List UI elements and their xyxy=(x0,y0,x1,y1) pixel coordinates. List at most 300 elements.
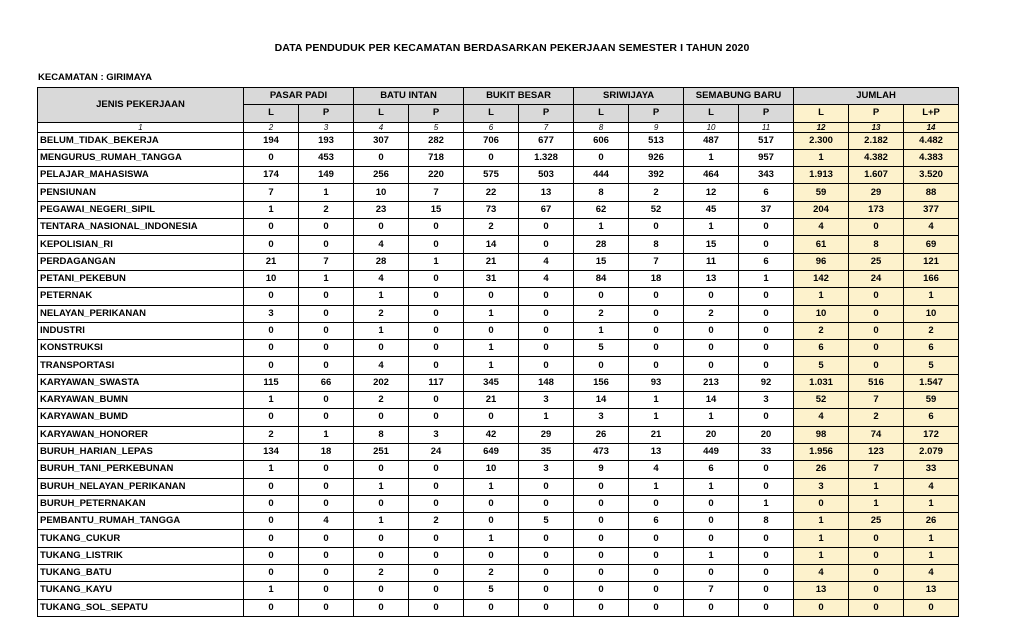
header-index: 6 xyxy=(464,122,519,132)
value-cell: 0 xyxy=(354,409,409,426)
total-cell: 1 xyxy=(849,478,904,495)
value-cell: 0 xyxy=(684,513,739,530)
page-title: DATA PENDUDUK PER KECAMATAN BERDASARKAN PEKERJAAN SEMESTER I TAHUN 2020 xyxy=(274,42,750,54)
value-cell: 2 xyxy=(464,219,519,236)
total-cell: 61 xyxy=(794,236,849,253)
value-cell: 0 xyxy=(574,530,629,547)
value-cell: 0 xyxy=(409,478,464,495)
value-cell: 1 xyxy=(244,582,299,599)
value-cell: 0 xyxy=(409,219,464,236)
value-cell: 0 xyxy=(519,565,574,582)
value-cell: 0 xyxy=(739,478,794,495)
value-cell: 0 xyxy=(629,219,684,236)
value-cell: 0 xyxy=(684,495,739,512)
total-cell: 1.547 xyxy=(904,374,959,391)
header-group: SRIWIJAYA xyxy=(574,88,684,105)
value-cell: 7 xyxy=(244,184,299,201)
total-cell: 1 xyxy=(904,547,959,564)
value-cell: 0 xyxy=(409,340,464,357)
value-cell: 0 xyxy=(354,495,409,512)
total-cell: 4 xyxy=(904,478,959,495)
value-cell: 0 xyxy=(574,582,629,599)
value-cell: 28 xyxy=(574,236,629,253)
value-cell: 1 xyxy=(299,270,354,287)
value-cell: 1 xyxy=(464,305,519,322)
value-cell: 0 xyxy=(464,149,519,166)
value-cell: 1 xyxy=(354,513,409,530)
table-row xyxy=(38,340,959,357)
value-cell: 444 xyxy=(574,167,629,184)
value-cell: 1 xyxy=(629,478,684,495)
value-cell: 0 xyxy=(684,288,739,305)
value-cell: 14 xyxy=(464,236,519,253)
value-cell: 1 xyxy=(244,392,299,409)
value-cell: 14 xyxy=(574,392,629,409)
header-sub: P xyxy=(629,105,684,122)
total-cell: 6 xyxy=(904,340,959,357)
header-jenis: JENIS PEKERJAAN xyxy=(38,88,244,123)
total-cell: 96 xyxy=(794,253,849,270)
value-cell: 0 xyxy=(519,530,574,547)
value-cell: 0 xyxy=(739,530,794,547)
value-cell: 0 xyxy=(684,530,739,547)
value-cell: 84 xyxy=(574,270,629,287)
value-cell: 92 xyxy=(739,374,794,391)
value-cell: 24 xyxy=(409,443,464,460)
table-row xyxy=(38,374,959,391)
total-cell: 1.956 xyxy=(794,443,849,460)
value-cell: 1 xyxy=(739,270,794,287)
row-occupation: NELAYAN_PERIKANAN xyxy=(38,305,244,322)
value-cell: 1 xyxy=(464,478,519,495)
total-cell: 3.520 xyxy=(904,167,959,184)
value-cell: 0 xyxy=(299,340,354,357)
header-sub: P xyxy=(519,105,574,122)
value-cell: 23 xyxy=(354,201,409,218)
total-cell: 1 xyxy=(849,495,904,512)
value-cell: 1 xyxy=(684,219,739,236)
header-sub: L+P xyxy=(904,105,959,122)
total-cell: 4 xyxy=(904,565,959,582)
value-cell: 8 xyxy=(354,426,409,443)
row-occupation: BURUH_HARIAN_LEPAS xyxy=(38,443,244,460)
value-cell: 2 xyxy=(629,184,684,201)
header-sub: L xyxy=(354,105,409,122)
value-cell: 0 xyxy=(739,219,794,236)
kecamatan-label: KECAMATAN : GIRIMAYA xyxy=(38,72,153,83)
value-cell: 220 xyxy=(409,167,464,184)
total-cell: 2.182 xyxy=(849,132,904,149)
value-cell: 0 xyxy=(574,288,629,305)
table-row xyxy=(38,184,959,201)
value-cell: 1 xyxy=(464,530,519,547)
value-cell: 0 xyxy=(574,495,629,512)
value-cell: 21 xyxy=(629,426,684,443)
value-cell: 0 xyxy=(244,236,299,253)
value-cell: 0 xyxy=(519,288,574,305)
value-cell: 31 xyxy=(464,270,519,287)
value-cell: 0 xyxy=(739,340,794,357)
value-cell: 33 xyxy=(739,443,794,460)
row-occupation: TRANSPORTASI xyxy=(38,357,244,374)
row-occupation: KARYAWAN_BUMN xyxy=(38,392,244,409)
value-cell: 0 xyxy=(739,599,794,616)
total-cell: 4 xyxy=(794,219,849,236)
table-row xyxy=(38,219,959,236)
row-occupation: TUKANG_BATU xyxy=(38,565,244,582)
value-cell: 37 xyxy=(739,201,794,218)
value-cell: 0 xyxy=(354,149,409,166)
total-cell: 7 xyxy=(849,392,904,409)
value-cell: 0 xyxy=(299,219,354,236)
total-cell: 0 xyxy=(849,582,904,599)
row-occupation: TUKANG_SOL_SEPATU xyxy=(38,599,244,616)
value-cell: 149 xyxy=(299,167,354,184)
row-occupation: TENTARA_NASIONAL_INDONESIA xyxy=(38,219,244,236)
value-cell: 1 xyxy=(354,478,409,495)
value-cell: 0 xyxy=(299,236,354,253)
total-cell: 59 xyxy=(794,184,849,201)
total-cell: 0 xyxy=(849,288,904,305)
total-cell: 2 xyxy=(849,409,904,426)
table-row xyxy=(38,392,959,409)
row-occupation: KARYAWAN_HONORER xyxy=(38,426,244,443)
value-cell: 18 xyxy=(299,443,354,460)
value-cell: 93 xyxy=(629,374,684,391)
value-cell: 1 xyxy=(244,461,299,478)
value-cell: 2 xyxy=(684,305,739,322)
value-cell: 5 xyxy=(574,340,629,357)
value-cell: 0 xyxy=(244,495,299,512)
value-cell: 4 xyxy=(354,236,409,253)
value-cell: 0 xyxy=(244,340,299,357)
total-cell: 2.300 xyxy=(794,132,849,149)
total-cell: 1.031 xyxy=(794,374,849,391)
value-cell: 0 xyxy=(299,461,354,478)
value-cell: 0 xyxy=(519,547,574,564)
value-cell: 0 xyxy=(244,599,299,616)
total-cell: 13 xyxy=(904,582,959,599)
value-cell: 256 xyxy=(354,167,409,184)
value-cell: 0 xyxy=(409,530,464,547)
value-cell: 0 xyxy=(354,599,409,616)
total-cell: 10 xyxy=(904,305,959,322)
row-occupation: PELAJAR_MAHASISWA xyxy=(38,167,244,184)
value-cell: 13 xyxy=(629,443,684,460)
value-cell: 13 xyxy=(684,270,739,287)
table-row xyxy=(38,236,959,253)
value-cell: 1 xyxy=(409,253,464,270)
header-sub: P xyxy=(409,105,464,122)
value-cell: 156 xyxy=(574,374,629,391)
row-occupation: BURUH_NELAYAN_PERIKANAN xyxy=(38,478,244,495)
total-cell: 88 xyxy=(904,184,959,201)
value-cell: 21 xyxy=(244,253,299,270)
value-cell: 0 xyxy=(684,357,739,374)
value-cell: 3 xyxy=(739,392,794,409)
table-row xyxy=(38,530,959,547)
header-group: BUKIT BESAR xyxy=(464,88,574,105)
value-cell: 0 xyxy=(299,582,354,599)
row-occupation: BURUH_PETERNAKAN xyxy=(38,495,244,512)
value-cell: 0 xyxy=(629,340,684,357)
value-cell: 8 xyxy=(629,236,684,253)
total-cell: 2 xyxy=(794,322,849,339)
value-cell: 0 xyxy=(244,513,299,530)
table-row xyxy=(38,495,959,512)
value-cell: 1 xyxy=(354,322,409,339)
value-cell: 0 xyxy=(299,288,354,305)
table-row xyxy=(38,409,959,426)
value-cell: 8 xyxy=(574,184,629,201)
value-cell: 2 xyxy=(354,392,409,409)
value-cell: 0 xyxy=(739,409,794,426)
value-cell: 0 xyxy=(409,547,464,564)
value-cell: 0 xyxy=(629,547,684,564)
value-cell: 0 xyxy=(519,495,574,512)
total-cell: 13 xyxy=(794,582,849,599)
row-occupation: KARYAWAN_SWASTA xyxy=(38,374,244,391)
header-index: 12 xyxy=(794,122,849,132)
header-index: 4 xyxy=(354,122,409,132)
total-cell: 0 xyxy=(849,530,904,547)
total-cell: 173 xyxy=(849,201,904,218)
row-occupation: PERDAGANGAN xyxy=(38,253,244,270)
value-cell: 0 xyxy=(574,149,629,166)
row-occupation: MENGURUS_RUMAH_TANGGA xyxy=(38,149,244,166)
value-cell: 453 xyxy=(299,149,354,166)
value-cell: 1 xyxy=(684,547,739,564)
value-cell: 0 xyxy=(739,288,794,305)
value-cell: 718 xyxy=(409,149,464,166)
value-cell: 0 xyxy=(299,530,354,547)
value-cell: 0 xyxy=(354,582,409,599)
value-cell: 21 xyxy=(464,392,519,409)
total-cell: 0 xyxy=(794,599,849,616)
header-index: 8 xyxy=(574,122,629,132)
total-cell: 1 xyxy=(794,547,849,564)
value-cell: 0 xyxy=(244,219,299,236)
value-cell: 0 xyxy=(519,305,574,322)
value-cell: 7 xyxy=(684,582,739,599)
value-cell: 1.328 xyxy=(519,149,574,166)
value-cell: 8 xyxy=(739,513,794,530)
value-cell: 0 xyxy=(299,409,354,426)
value-cell: 0 xyxy=(739,322,794,339)
value-cell: 0 xyxy=(519,322,574,339)
total-cell: 0 xyxy=(849,599,904,616)
value-cell: 0 xyxy=(299,599,354,616)
value-cell: 5 xyxy=(464,582,519,599)
header-index: 9 xyxy=(629,122,684,132)
value-cell: 0 xyxy=(299,565,354,582)
header-sub: P xyxy=(849,105,904,122)
total-cell: 1 xyxy=(904,288,959,305)
value-cell: 0 xyxy=(409,565,464,582)
value-cell: 22 xyxy=(464,184,519,201)
value-cell: 0 xyxy=(409,305,464,322)
header-index: 14 xyxy=(904,122,959,132)
row-occupation: BURUH_TANI_PERKEBUNAN xyxy=(38,461,244,478)
total-cell: 1 xyxy=(794,513,849,530)
table-row xyxy=(38,288,959,305)
value-cell: 4 xyxy=(629,461,684,478)
total-cell: 5 xyxy=(794,357,849,374)
value-cell: 193 xyxy=(299,132,354,149)
row-occupation: PENSIUNAN xyxy=(38,184,244,201)
value-cell: 10 xyxy=(464,461,519,478)
value-cell: 5 xyxy=(519,513,574,530)
header-sub: P xyxy=(299,105,354,122)
value-cell: 67 xyxy=(519,201,574,218)
value-cell: 4 xyxy=(299,513,354,530)
value-cell: 0 xyxy=(244,478,299,495)
value-cell: 606 xyxy=(574,132,629,149)
value-cell: 1 xyxy=(684,409,739,426)
value-cell: 0 xyxy=(409,582,464,599)
value-cell: 503 xyxy=(519,167,574,184)
total-cell: 1.913 xyxy=(794,167,849,184)
total-cell: 4 xyxy=(794,565,849,582)
table-row xyxy=(38,357,959,374)
total-cell: 10 xyxy=(794,305,849,322)
total-cell: 1 xyxy=(794,288,849,305)
value-cell: 0 xyxy=(409,322,464,339)
table-row xyxy=(38,513,959,530)
value-cell: 35 xyxy=(519,443,574,460)
total-cell: 0 xyxy=(904,599,959,616)
total-cell: 121 xyxy=(904,253,959,270)
value-cell: 115 xyxy=(244,374,299,391)
value-cell: 1 xyxy=(574,219,629,236)
value-cell: 0 xyxy=(684,599,739,616)
row-occupation: KEPOLISIAN_RI xyxy=(38,236,244,253)
value-cell: 649 xyxy=(464,443,519,460)
value-cell: 0 xyxy=(574,478,629,495)
header-index: 3 xyxy=(299,122,354,132)
header-group: PASAR PADI xyxy=(244,88,354,105)
value-cell: 0 xyxy=(519,357,574,374)
value-cell: 251 xyxy=(354,443,409,460)
total-cell: 0 xyxy=(849,219,904,236)
value-cell: 517 xyxy=(739,132,794,149)
total-cell: 0 xyxy=(794,495,849,512)
total-cell: 8 xyxy=(849,236,904,253)
row-occupation: BELUM_TIDAK_BEKERJA xyxy=(38,132,244,149)
value-cell: 42 xyxy=(464,426,519,443)
value-cell: 45 xyxy=(684,201,739,218)
value-cell: 392 xyxy=(629,167,684,184)
table-row xyxy=(38,322,959,339)
value-cell: 194 xyxy=(244,132,299,149)
value-cell: 0 xyxy=(244,530,299,547)
value-cell: 0 xyxy=(739,305,794,322)
value-cell: 487 xyxy=(684,132,739,149)
total-cell: 98 xyxy=(794,426,849,443)
value-cell: 575 xyxy=(464,167,519,184)
value-cell: 2 xyxy=(244,426,299,443)
value-cell: 0 xyxy=(409,461,464,478)
value-cell: 0 xyxy=(354,219,409,236)
value-cell: 0 xyxy=(299,478,354,495)
value-cell: 15 xyxy=(684,236,739,253)
value-cell: 1 xyxy=(629,409,684,426)
value-cell: 0 xyxy=(464,599,519,616)
value-cell: 0 xyxy=(629,599,684,616)
value-cell: 0 xyxy=(244,565,299,582)
value-cell: 14 xyxy=(684,392,739,409)
header-group: SEMABUNG BARU xyxy=(684,88,794,105)
value-cell: 0 xyxy=(574,565,629,582)
value-cell: 202 xyxy=(354,374,409,391)
table-row xyxy=(38,201,959,218)
value-cell: 0 xyxy=(299,305,354,322)
value-cell: 464 xyxy=(684,167,739,184)
value-cell: 11 xyxy=(684,253,739,270)
total-cell: 0 xyxy=(849,357,904,374)
value-cell: 0 xyxy=(409,270,464,287)
value-cell: 0 xyxy=(354,547,409,564)
row-occupation: PEGAWAI_NEGERI_SIPIL xyxy=(38,201,244,218)
total-cell: 33 xyxy=(904,461,959,478)
total-cell: 0 xyxy=(849,565,904,582)
value-cell: 2 xyxy=(464,565,519,582)
value-cell: 62 xyxy=(574,201,629,218)
value-cell: 0 xyxy=(574,513,629,530)
header-sub: P xyxy=(739,105,794,122)
header-index: 10 xyxy=(684,122,739,132)
value-cell: 1 xyxy=(464,357,519,374)
value-cell: 9 xyxy=(574,461,629,478)
total-cell: 52 xyxy=(794,392,849,409)
value-cell: 3 xyxy=(519,392,574,409)
value-cell: 73 xyxy=(464,201,519,218)
value-cell: 513 xyxy=(629,132,684,149)
value-cell: 12 xyxy=(684,184,739,201)
row-occupation: PETANI_PEKEBUN xyxy=(38,270,244,287)
total-cell: 0 xyxy=(849,547,904,564)
value-cell: 0 xyxy=(519,582,574,599)
value-cell: 0 xyxy=(299,357,354,374)
row-occupation: KARYAWAN_BUMD xyxy=(38,409,244,426)
value-cell: 0 xyxy=(299,392,354,409)
value-cell: 0 xyxy=(354,530,409,547)
value-cell: 0 xyxy=(409,236,464,253)
value-cell: 0 xyxy=(409,392,464,409)
value-cell: 0 xyxy=(244,357,299,374)
value-cell: 1 xyxy=(739,495,794,512)
table-row xyxy=(38,599,959,616)
value-cell: 0 xyxy=(574,599,629,616)
value-cell: 3 xyxy=(409,426,464,443)
value-cell: 0 xyxy=(684,322,739,339)
value-cell: 1 xyxy=(684,149,739,166)
total-cell: 1 xyxy=(904,530,959,547)
value-cell: 1 xyxy=(354,288,409,305)
value-cell: 0 xyxy=(684,340,739,357)
value-cell: 6 xyxy=(739,184,794,201)
row-occupation: PETERNAK xyxy=(38,288,244,305)
total-cell: 1.607 xyxy=(849,167,904,184)
total-cell: 377 xyxy=(904,201,959,218)
value-cell: 148 xyxy=(519,374,574,391)
total-cell: 6 xyxy=(794,340,849,357)
value-cell: 0 xyxy=(464,547,519,564)
table-row xyxy=(38,305,959,322)
table-row xyxy=(38,478,959,495)
total-cell: 1 xyxy=(904,495,959,512)
value-cell: 282 xyxy=(409,132,464,149)
